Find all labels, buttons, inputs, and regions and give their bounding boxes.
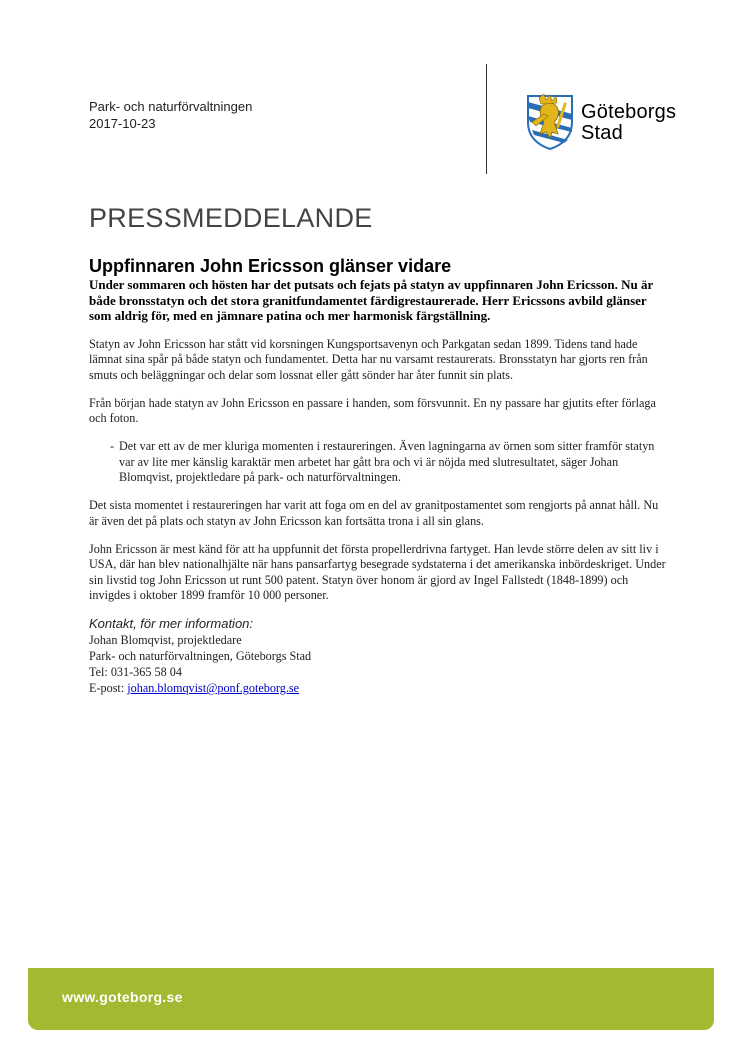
footer-band	[28, 968, 714, 1030]
contact-heading: Kontakt, för mer information:	[89, 616, 254, 631]
goteborg-lion-emblem-icon	[524, 92, 576, 150]
header-divider	[486, 64, 487, 174]
body-paragraph: Statyn av John Ericsson har stått vid korsningen Kungsportsavenyn och Parkgatan sedan 1899. Tidens tand hade lämnat sina spår på både statyn och fundamentet. Detta har nu varsamt restaurerats. Bronsstatyn har gjorts ren från smuts och beläggningar och delar som lossnat eller gått sönder har åter funnit sin plats.	[89, 336, 648, 382]
email-label: E-post:	[89, 681, 128, 695]
body-paragraph: John Ericsson är mest känd för att ha uppfunnit det första propellerdrivna fartyget. Han levde större delen av sitt liv i USA, där han blev nationalhjälte när hans pansarfartyg besegrade sydstaterna i det amerikanska inbördeskriget. Under sin livstid tog John Ericsson ut runt 500 patent. Statyn över honom är gjord av Ingel Fallstedt (1848-1899) och invigdes i oktober 1899 framför 10 000 personer.	[89, 541, 666, 602]
contact-email-line	[89, 680, 669, 696]
logo-line-stad: Stad	[581, 122, 623, 144]
body-paragraph: Från början hade statyn av John Ericsson en passare i handen, som försvunnit. En ny passare har gjutits efter förlaga och foton.	[89, 395, 656, 425]
document-type-title: PRESSMEDDELANDE	[89, 203, 373, 233]
contact-organisation: Park- och naturförvaltningen, Göteborgs Stad	[89, 649, 312, 663]
body-paragraph: Det sista momentet i restaureringen har varit att foga om en del av granitpostamentet som rengjorts på annat håll. Nu är även det på plats och statyn av John Ericsson kan fortsätta trona i all sin glans.	[89, 498, 659, 528]
email-link[interactable]: johan.blomqvist@ponf.goteborg.se	[127, 681, 300, 695]
footer-website-link[interactable]: www.goteborg.se	[62, 989, 183, 1005]
contact-phone: Tel: 031-365 58 04	[89, 665, 182, 679]
press-release-body	[89, 256, 669, 696]
goteborgs-stad-logo	[524, 92, 704, 152]
lead-paragraph: Under sommaren och hösten har det putsats och fejats på statyn av uppfinnaren John Ericsson. Nu är både bronsstatyn och det stora granitfundamentet färdigrestaurerade. Herr Ericssons avbild glänser som aldrig för, med en jämnare patina och mer harmonisk färgställning.	[89, 277, 654, 323]
header-department-block	[89, 98, 252, 132]
quote-text: Det var ett av de mer kluriga momenten i restaureringen. Även lagningarna av örnen som sitter framför statyn var av lite mer känslig karaktär men arbetet har gått bra och vi är nöjda med slutresultatet, säger Johan Blomqvist, projektledare på park- och naturförvaltningen.	[119, 439, 655, 484]
quote-block	[89, 439, 669, 486]
logo-wordmark	[581, 102, 676, 144]
department-name: Park- och naturförvaltningen	[89, 99, 253, 114]
logo-line-goteborgs: Göteborgs	[581, 101, 677, 123]
quote-dash: -	[110, 439, 115, 453]
contact-name: Johan Blomqvist, projektledare	[89, 633, 242, 647]
headline: Uppfinnaren John Ericsson glänser vidare	[89, 256, 452, 276]
contact-block	[89, 616, 669, 696]
press-date: 2017-10-23	[89, 116, 156, 131]
